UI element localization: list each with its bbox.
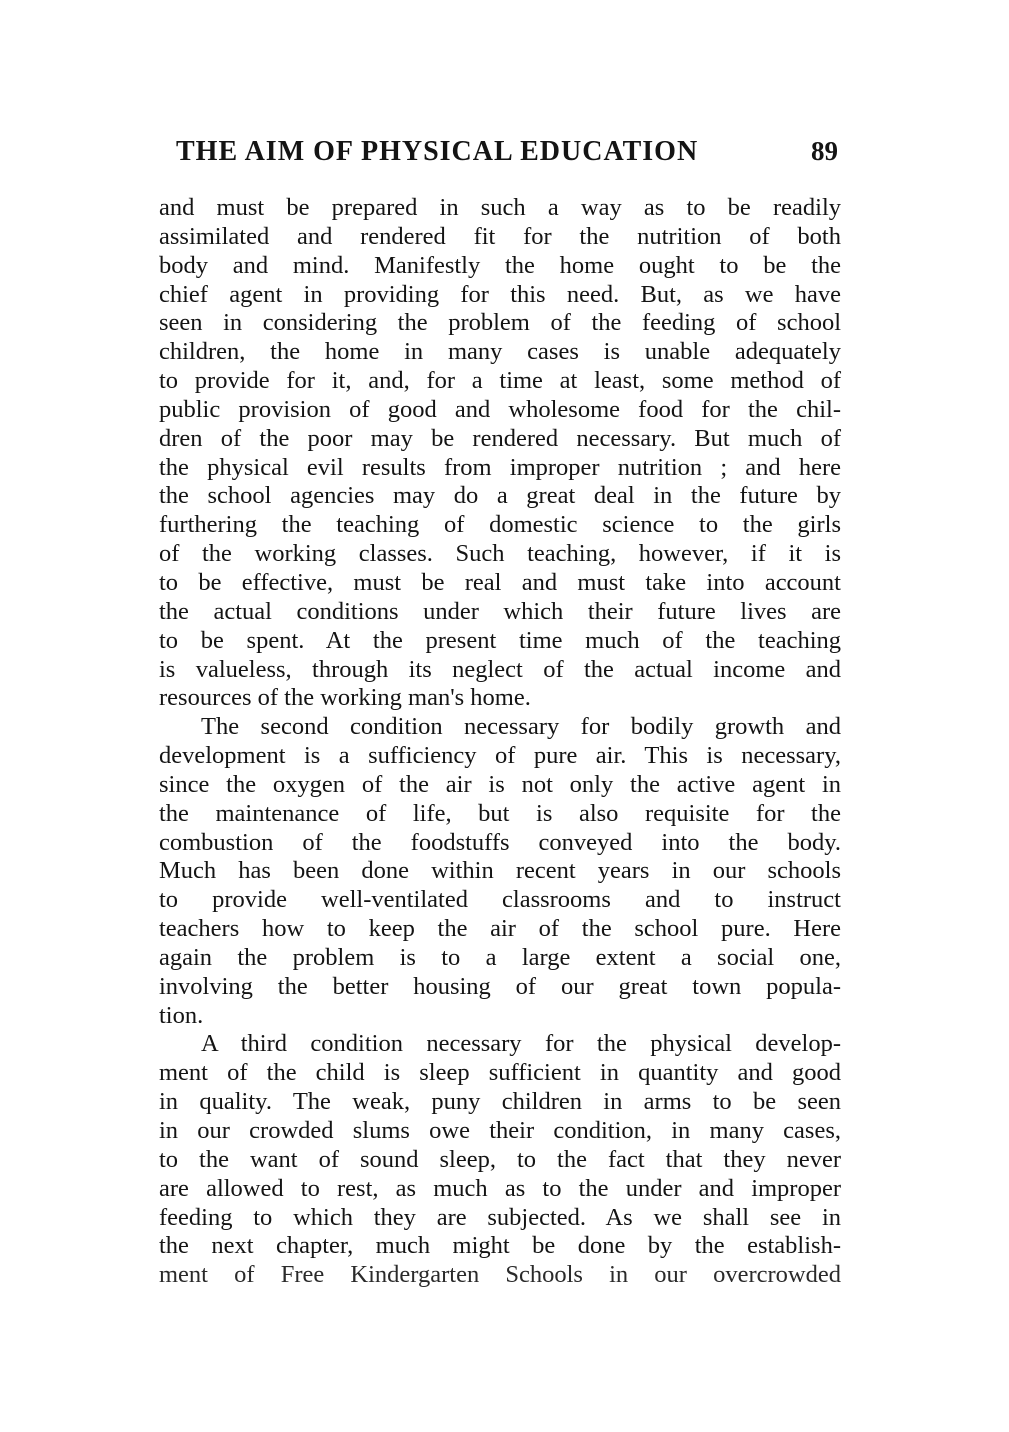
text-line: is valueless, through its neglect of the actual income and [159, 655, 841, 683]
text-line: to provide well-ventilated classrooms and to instruct [159, 886, 841, 914]
page-header [176, 136, 838, 170]
text-line: again the problem is to a large extent a social one, [159, 943, 841, 971]
text-line: dren of the poor may be rendered necessary. But much of [159, 424, 841, 452]
running-title: THE AIM OF PHYSICAL EDUCATION [176, 136, 699, 167]
text-line: children, the home in many cases is unable adequately [159, 338, 841, 366]
text-line: of the working classes. Such teaching, however, if it is [159, 540, 841, 568]
text-line: teachers how to keep the air of the school pure. Here [159, 915, 841, 943]
text-line: the next chapter, much might be done by the establish- [159, 1232, 841, 1260]
paragraph-end-line: tion. [159, 1001, 204, 1029]
body-text [159, 194, 841, 1290]
text-line: the school agencies may do a great deal in the future by [159, 482, 841, 510]
text-line: since the oxygen of the air is not only the active agent in [159, 770, 841, 798]
text-line: the maintenance of life, but is also requisite for the [159, 799, 841, 827]
text-line: chief agent in providing for this need. But, as we have [159, 280, 841, 308]
text-line: are allowed to rest, as much as to the under and improper [159, 1174, 841, 1202]
text-line: to provide for it, and, for a time at least, some method of [159, 367, 841, 395]
text-line: to be effective, must be real and must take into account [159, 568, 841, 596]
text-line: ment of the child is sleep sufficient in quantity and good [159, 1059, 841, 1087]
text-line: in our crowded slums owe their condition, in many cases, [159, 1117, 841, 1144]
text-line: seen in considering the problem of the feeding of school [159, 309, 841, 337]
text-line: and must be prepared in such a way as to be readily [159, 194, 841, 221]
paragraph-start-line: A third condition necessary for the physical develop- [201, 1030, 841, 1058]
text-line: to be spent. At the present time much of the teaching [159, 626, 841, 654]
text-line: involving the better housing of our great town popula- [159, 972, 841, 1000]
text-line: Much has been done within recent years in our schools [159, 857, 841, 885]
text-line: feeding to which they are subjected. As we shall see in [159, 1203, 841, 1231]
text-line: public provision of good and wholesome food for the chil- [159, 395, 841, 423]
text-line: the actual conditions under which their future lives are [159, 597, 841, 625]
text-line: body and mind. Manifestly the home ought to be the [159, 251, 841, 279]
page-number: 89 [811, 136, 838, 166]
text-line: the physical evil results from improper nutrition ; and here [159, 453, 841, 481]
text-line: ment of Free Kindergarten Schools in our overcrowded [159, 1261, 841, 1289]
text-line: to the want of sound sleep, to the fact that they never [159, 1145, 841, 1173]
text-line: in quality. The weak, puny children in arms to be seen [159, 1088, 841, 1116]
paragraph-start-line: The second condition necessary for bodily growth and [201, 713, 841, 741]
text-line: furthering the teaching of domestic science to the girls [159, 511, 841, 539]
paragraph-end-line: resources of the working man's home. [159, 684, 531, 712]
text-line: assimilated and rendered fit for the nutrition of both [159, 222, 841, 250]
text-line: combustion of the foodstuffs conveyed into the body. [159, 828, 841, 856]
text-line: development is a sufficiency of pure air. This is necessary, [159, 742, 841, 770]
